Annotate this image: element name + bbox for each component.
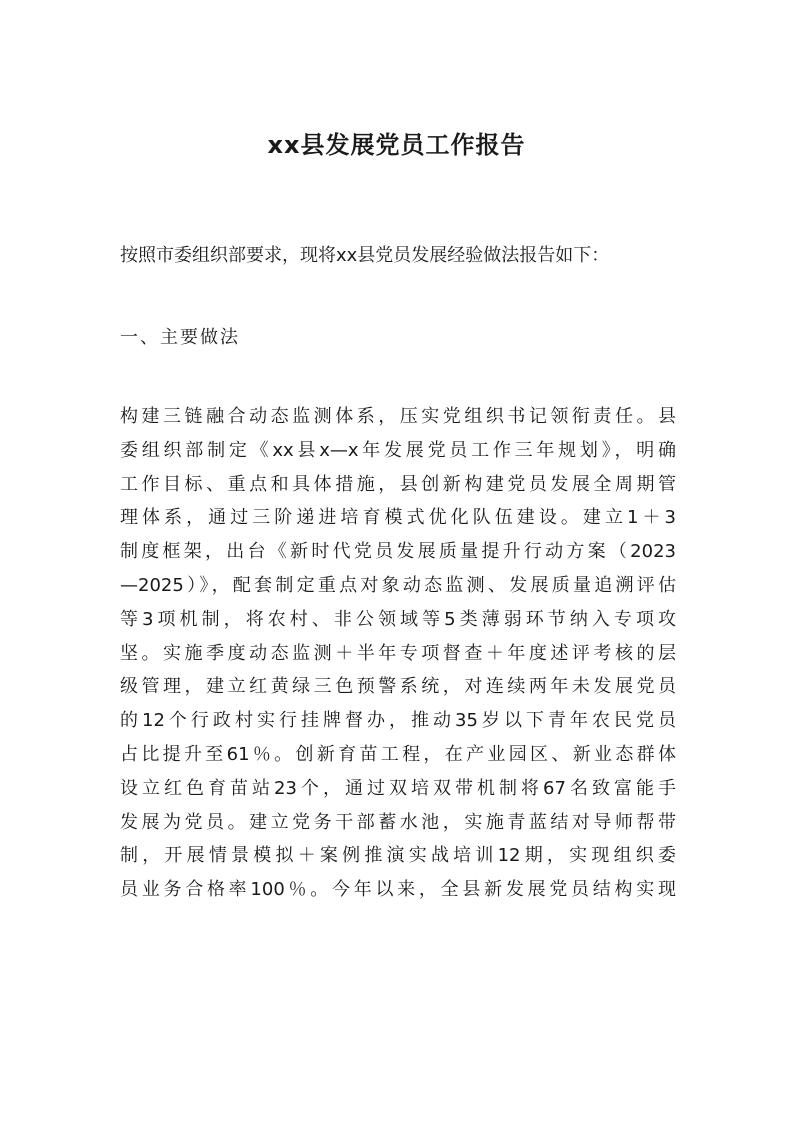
- body-line: 发展为党员。建立党务干部蓄水池，实施青蓝结对导师帮带: [120, 811, 676, 833]
- body-line: 占比提升至61％。创新育苗工程，在产业园区、新业态群体: [120, 743, 676, 765]
- body-paragraph: [120, 400, 676, 907]
- body-line: 制度框架，出台《新时代党员发展质量提升行动方案（2023: [120, 541, 676, 563]
- body-line: —2025）》，配套制定重点对象动态监测、发展质量追溯评估: [120, 574, 676, 596]
- body-line: 员业务合格率100％。今年以来，全县新发展党员结构实现: [120, 879, 676, 901]
- body-line: 委组织部制定《xx县x—x年发展党员工作三年规划》，明确: [120, 439, 676, 461]
- section-heading: 一、主要做法: [120, 327, 240, 348]
- body-line: 的12个行政村实行挂牌督办，推动35岁以下青年农民党员: [120, 710, 676, 732]
- body-line: 工作目标、重点和具体措施，县创新构建党员发展全周期管: [120, 473, 676, 495]
- body-line: 理体系，通过三阶递进培育模式优化队伍建设。建立1＋3: [120, 507, 676, 529]
- body-line: 构建三链融合动态监测体系，压实党组织书记领衔责任。县: [120, 406, 676, 427]
- document-title: xx县发展党员工作报告: [267, 131, 526, 159]
- body-line: 等3项机制，将农村、非公领域等5类薄弱环节纳入专项攻: [120, 608, 676, 630]
- intro-paragraph: 按照市委组织部要求，现将xx县党员发展经验做法报告如下：: [120, 245, 610, 266]
- body-line: 级管理，建立红黄绿三色预警系统，对连续两年未发展党员: [120, 676, 676, 698]
- body-line: 制，开展情景模拟＋案例推演实战培训12期，实现组织委: [120, 845, 676, 867]
- body-line: 设立红色育苗站23个，通过双培双带机制将67名致富能手: [120, 777, 676, 799]
- body-line: 坚。实施季度动态监测＋半年专项督查＋年度述评考核的层: [120, 642, 676, 664]
